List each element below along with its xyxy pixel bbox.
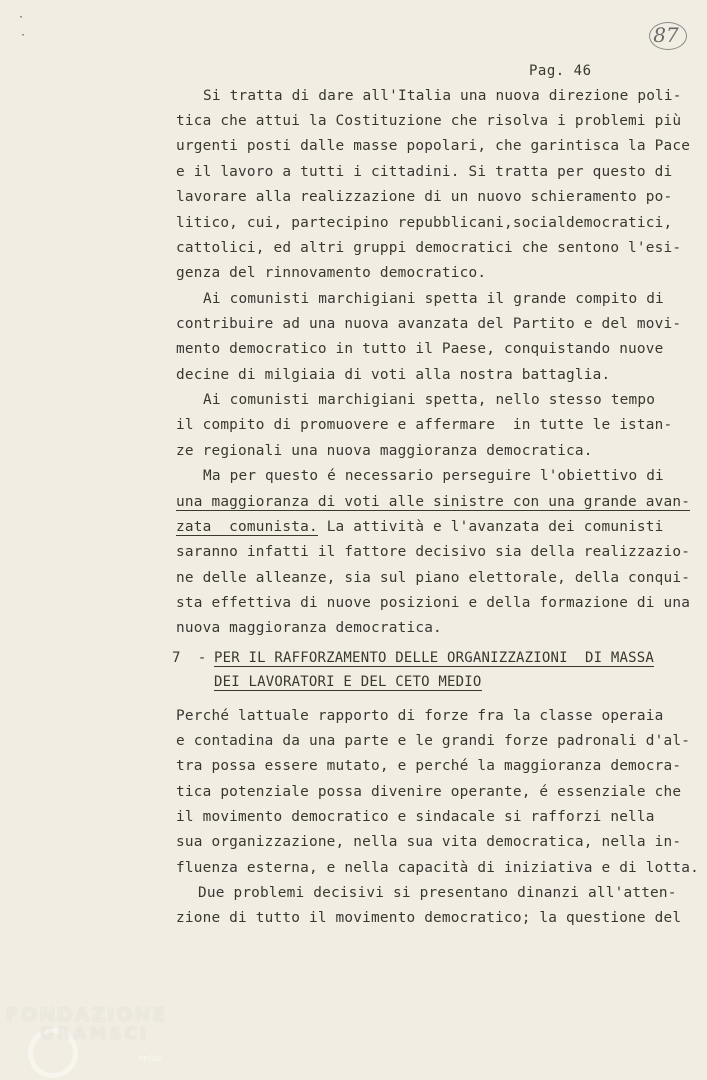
text-line: ze regionali una nuova maggioranza democratica. [176, 443, 593, 459]
text-line: Ai comunisti marchigiani spetta, nello stesso tempo [203, 392, 656, 408]
text-line: nuova maggioranza democratica. [176, 620, 442, 636]
text-line: mento democratico in tutto il Paese, conquistando nuove [176, 341, 664, 357]
text-line: ne delle alleanze, sia sul piano elettorale, della conqui- [176, 570, 691, 586]
text-line: tra possa essere mutato, e perché la maggioranza democra- [176, 758, 682, 774]
watermark-line1: FONDAZIONE [6, 1004, 168, 1026]
section-heading-line2: DEI LAVORATORI E DEL CETO MEDIO [214, 674, 482, 690]
text-line: zione di tutto il movimento democratico; la questione del [176, 910, 682, 926]
section-number: 7 - [172, 650, 216, 666]
text-line: urgenti posti dalle masse popolari, che garintisca la Pace [176, 138, 691, 154]
page-number: Pag. 46 [529, 63, 592, 79]
text-line: Perché lattuale rapporto di forze fra la classe operaia [176, 708, 664, 724]
text-line: Ai comunisti marchigiani spetta il grande compito di [203, 291, 664, 307]
text-line: il compito di promuovere e affermare in tutte le istan- [176, 417, 673, 433]
text-line: Si tratta di dare all'Italia una nuova direzione poli- [203, 88, 682, 104]
underlined-text-line: una maggioranza di voti alle sinistre con una grande avan- [176, 494, 691, 510]
text-line: tica potenziale possa divenire operante, é essenziale che [176, 784, 682, 800]
text-line: il movimento democratico e sindacale si rafforzi nella [176, 809, 655, 825]
text-line [176, 519, 664, 535]
watermark-line2: GRAMSCI [40, 1024, 150, 1044]
folio-number: 87 [653, 23, 679, 47]
watermark-line3: onlus [138, 1054, 163, 1064]
text-fragment: La attività e l'avanzata dei comunisti [317, 519, 664, 535]
text-line: litico, cui, partecipino repubblicani,socialdemocratici, [176, 215, 673, 231]
scan-speck: · [18, 12, 25, 23]
text-line: cattolici, ed altri gruppi democratici che sentono l'esi- [176, 240, 682, 256]
underlined-text: zata comunista. [176, 519, 318, 535]
section-heading-line1: PER IL RAFFORZAMENTO DELLE ORGANIZZAZIONI DI MASSA [214, 650, 655, 666]
text-line: lavorare alla realizzazione di un nuovo schieramento po- [176, 189, 673, 205]
text-line: e il lavoro a tutti i cittadini. Si tratta per questo di [176, 164, 673, 180]
text-line: sta effettiva di nuove posizioni e della formazione di una [176, 595, 691, 611]
text-line: fluenza esterna, e nella capacità di iniziativa e di lotta. [176, 860, 699, 876]
text-line: saranno infatti il fattore decisivo sia della realizzazio- [176, 544, 691, 560]
text-line: genza del rinnovamento democratico. [176, 265, 487, 281]
scan-speck: · [20, 30, 27, 41]
text-line: Due problemi decisivi si presentano dinanzi all'atten- [198, 885, 677, 901]
text-line: sua organizzazione, nella sua vita democratica, nella in- [176, 834, 682, 850]
text-line: tica che attui la Costituzione che risolva i problemi più [176, 113, 682, 129]
text-line: Ma per questo é necessario perseguire l'obiettivo di [203, 468, 664, 484]
text-line: e contadina da una parte e le grandi forze padronali d'al- [176, 733, 691, 749]
text-line: decine di milgiaia di voti alla nostra battaglia. [176, 367, 611, 383]
text-line: contribuire ad una nuova avanzata del Partito e del movi- [176, 316, 682, 332]
